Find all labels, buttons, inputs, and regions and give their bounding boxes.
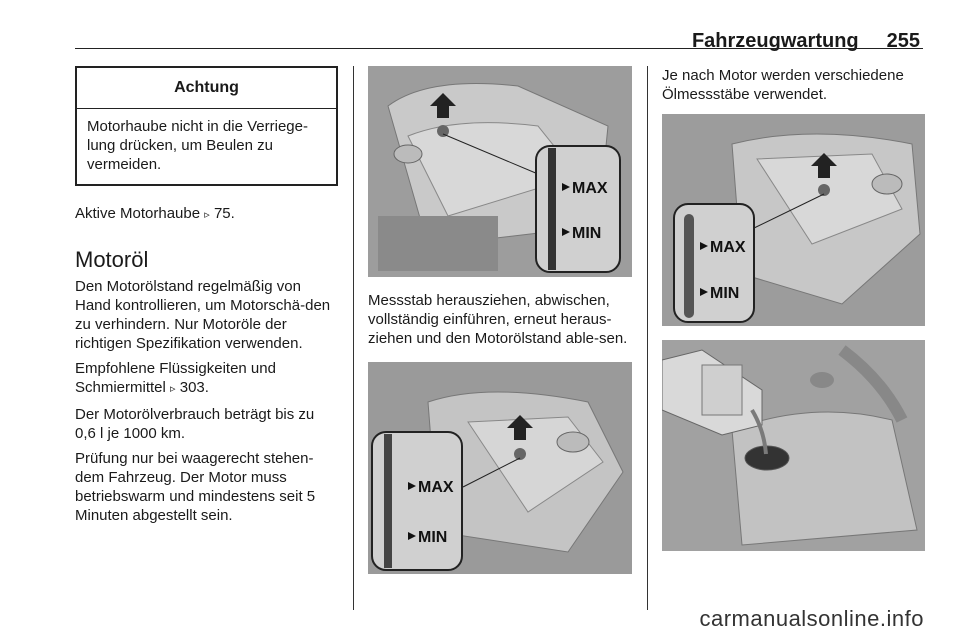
reference-paragraph [75, 359, 338, 399]
max-label: MAX [710, 239, 746, 256]
paragraph-text: Empfohlene Flüssigkeiten und Schmiermittel [75, 360, 276, 396]
figure-caption: Je nach Motor werden verschiedene Ölmessstäbe verwendet. [662, 67, 904, 103]
max-label: MAX [572, 180, 608, 197]
notice-box [75, 66, 338, 186]
notice-title: Achtung [77, 68, 336, 109]
oil-filling-figure [662, 340, 925, 551]
engine-dipstick-figure [368, 66, 632, 277]
ref-arrow-icon: ▹ [170, 383, 176, 395]
min-label: MIN [572, 225, 602, 242]
watermark: carmanualsonline.info [699, 606, 924, 631]
paragraph: Prüfung nur bei waagerecht stehen-dem Fahrzeug. Der Motor muss betriebswarm und mindestens seit 5 Minuten abgestellt sein. [75, 450, 316, 524]
min-label: MIN [710, 285, 740, 302]
min-label: MIN [418, 529, 448, 546]
page-number: 255 [886, 30, 920, 52]
section-title: Fahrzeugwartung [691, 30, 859, 52]
column-2 [368, 66, 632, 574]
reference-page: 303. [179, 379, 209, 396]
engine-dipstick-figure [368, 362, 632, 574]
reference-text: Aktive Motorhaube [75, 205, 201, 222]
engine-dipstick-figure [662, 114, 925, 326]
header-rule [75, 48, 923, 49]
page-header [692, 30, 920, 53]
notice-text: Motorhaube nicht in die Verriege-lung drücken, um Beulen zu vermeiden. [87, 118, 308, 173]
paragraph: Der Motorölverbrauch beträgt bis zu 0,6 l je 1000 km. [75, 406, 315, 442]
column-divider [353, 66, 354, 610]
reference-page: 75. [213, 205, 235, 222]
ref-arrow-icon: ▹ [204, 209, 210, 221]
column-divider [647, 66, 648, 610]
column-1 [75, 66, 338, 525]
figure-caption: Messstab herausziehen, abwischen, vollständig einführen, erneut heraus-ziehen und den Motorölstand able-sen. [368, 292, 628, 347]
section-heading: Motoröl [75, 247, 149, 272]
reference-line [75, 204, 338, 225]
column-3 [662, 66, 925, 551]
paragraph: Den Motorölstand regelmäßig von Hand kontrollieren, um Motorschä-den zu verhindern. Nur Motoröle der richtigen Spezifikation verwenden. [75, 278, 331, 352]
max-label: MAX [418, 479, 454, 496]
